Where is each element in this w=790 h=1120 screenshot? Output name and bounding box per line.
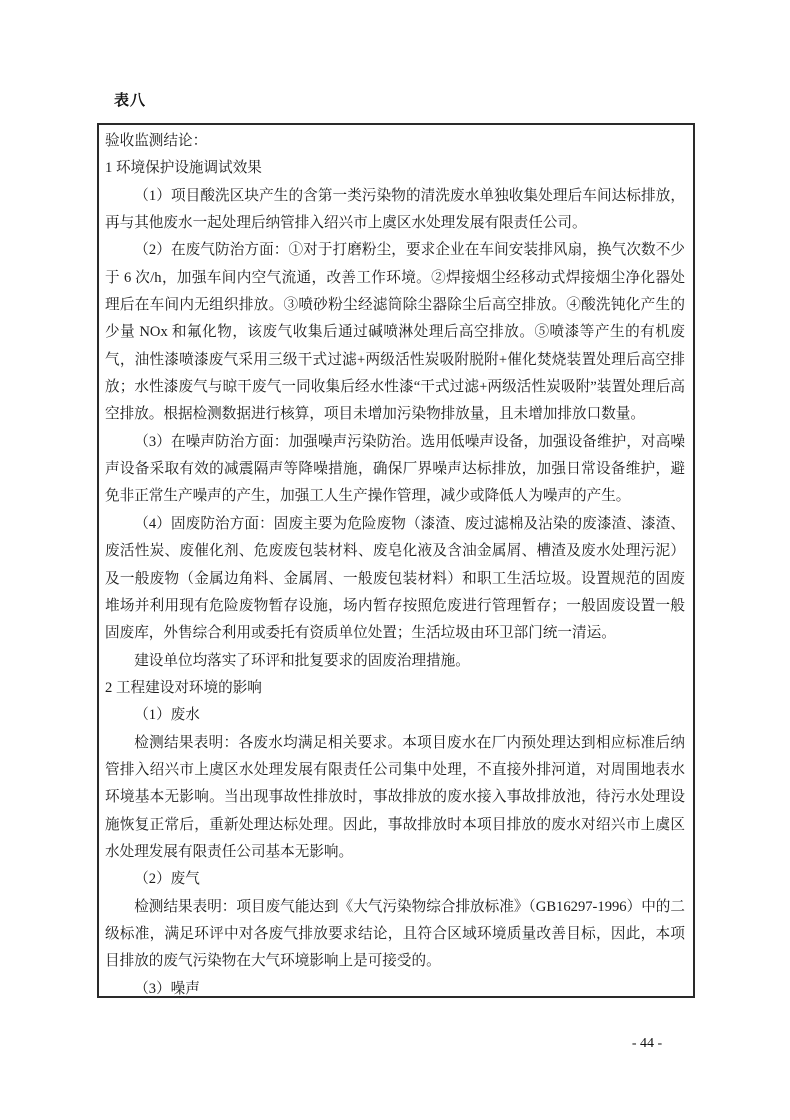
paragraph: （2）在废气防治方面：①对于打磨粉尘，要求企业在车间安装排风扇，换气次数不少于 6 次/h，加强车间内空气流通，改善工作环境。②焊接烟尘经移动式焊接烟尘净化器处理后在车间内无组织排放。③喷砂粉尘经滤筒除尘器除尘后高空排放。④酸洗钝化产生的少量 NOx 和氟化物，该废气收集后通过碱喷淋处理后高空排放。⑤喷漆等产生的有机废气，油性漆喷漆废气采用三级干式过滤+两级活性炭吸附脱附+催化焚烧装置处理后高空排放；水性漆废气与晾干废气一同收集后经水性漆“干式过滤+两级活性炭吸附”装置处理后高空排放。根据检测数据进行核算，项目未增加污染物排放量，且未增加排放口数量。 (105, 242, 685, 423)
paragraph: （3）噪声 (134, 980, 200, 997)
paragraph: 建设单位均落实了环评和批复要求的固废治理措施。 (134, 652, 470, 669)
paragraph: （3）在噪声防治方面：加强噪声污染防治。选用低噪声设备，加强设备维护，对高噪声设备采取有效的减震隔声等降噪措施，确保厂界噪声达标排放，加强日常设备维护，避免非正常生产噪声的产生，加强工人生产操作管理，减少或降低人为噪声的产生。 (105, 433, 685, 505)
table-title: 表八 (114, 92, 147, 109)
paragraph: （2）废气 (134, 871, 200, 888)
paragraph: （1）项目酸洗区块产生的含第一类污染物的清洗废水单独收集处理后车间达标排放，再与其他废水一起处理后纳管排入绍兴市上虞区水处理发展有限责任公司。 (105, 187, 685, 232)
paragraph: 检测结果表明：各废水均满足相关要求。本项目废水在厂内预处理达到相应标准后纳管排入绍兴市上虞区水处理发展有限责任公司集中处理，不直接外排河道，对周围地表水环境基本无影响。当出现事故性排放时，事故排放的废水接入事故排放池，待污水处理设施恢复正常后，重新处理达标处理。因此，事故排放时本项目排放的废水对绍兴市上虞区水处理发展有限责任公司基本无影响。 (105, 734, 685, 860)
paragraph: 1 环境保护设施调试效果 (105, 160, 262, 177)
paragraph: 2 工程建设对环境的影响 (105, 679, 262, 696)
paragraph: （4）固废防治方面：固废主要为危险废物（漆渣、废过滤棉及沾染的废漆渣、漆渣、废活性炭、废催化剂、危废废包装材料、废皂化液及含油金属屑、槽渣及废水处理污泥）及一般废物（金属边角料、金属屑、一般废包装材料）和职工生活垃圾。设置规范的固废堆场并利用现有危险废物暂存设施，场内暂存按照危废进行管理暂存；一般固废设置一般固废库，外售综合利用或委托有资质单位处置；生活垃圾由环卫部门统一清运。 (105, 515, 685, 642)
page-number: - 44 - (631, 1036, 663, 1051)
conclusion-body (105, 155, 685, 998)
paragraph: （1）废水 (134, 707, 200, 724)
section-heading: 验收监测结论： (105, 133, 208, 149)
paragraph: 检测结果表明：项目废气能达到《大气污染物综合排放标准》（GB16297-1996）中的二级标准，满足环评中对各废气排放要求结论，且符合区域环境质量改善目标，因此，本项目排放的废气污染物在大气环境影响上是可接受的。 (105, 898, 685, 970)
conclusion-box (97, 123, 695, 998)
